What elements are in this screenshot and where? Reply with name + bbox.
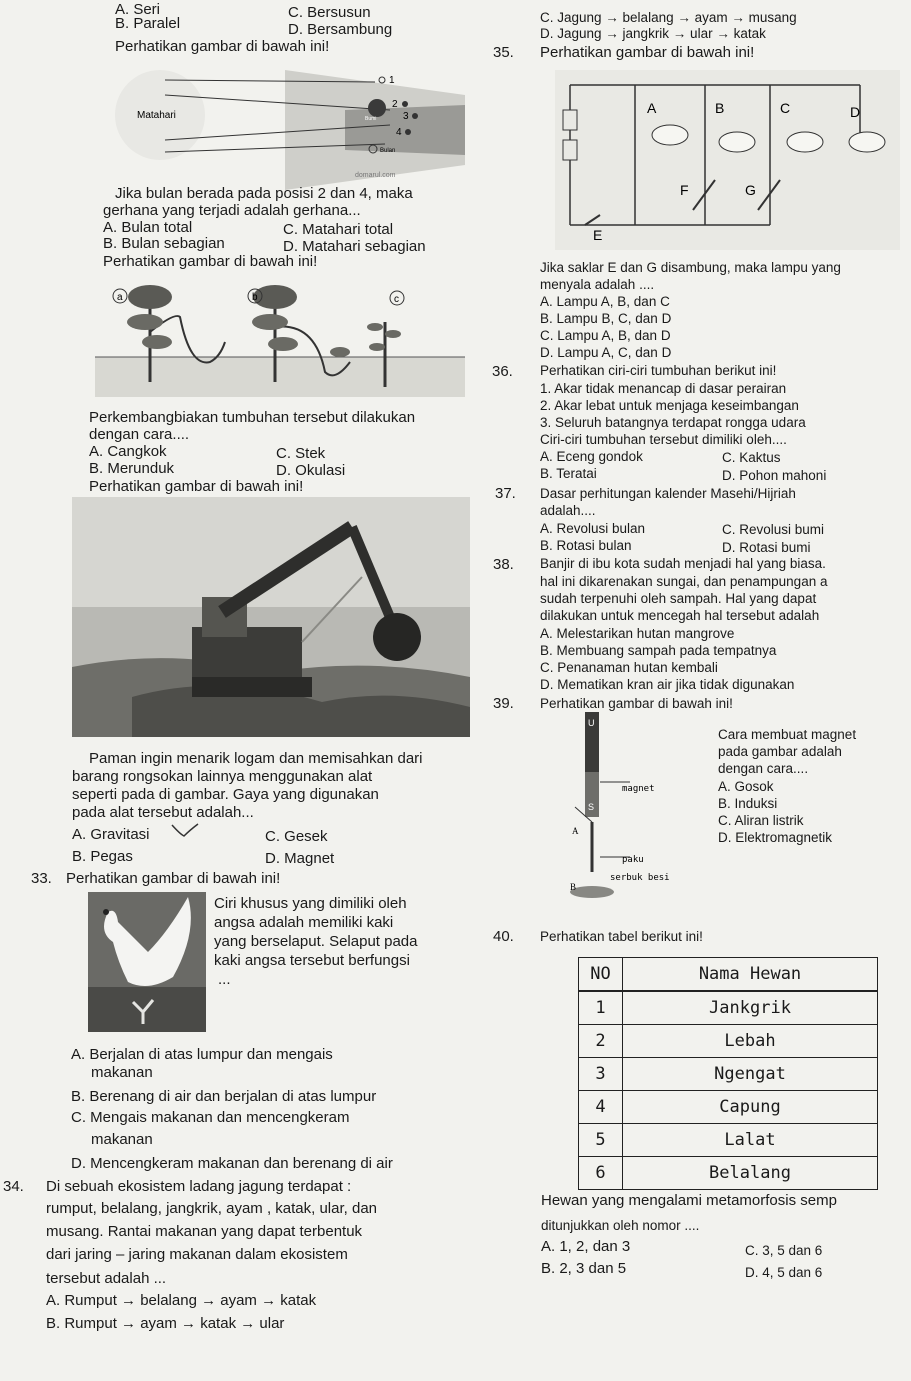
svg-text:F: F — [680, 182, 689, 198]
q33-number: 33. — [31, 870, 52, 887]
svg-text:4: 4 — [396, 127, 402, 138]
q38-option-a[interactable]: A. Melestarikan hutan mangrove — [540, 626, 735, 641]
table-row: 5 Lalat — [579, 1124, 878, 1157]
q34-stem-3: musang. Rantai makanan yang dapat terbentuk — [46, 1223, 363, 1240]
excavator-photo — [72, 497, 470, 737]
q34-stem-2: rumput, belalang, jangkrik, ayam , katak, ular, dan — [46, 1200, 378, 1217]
q38-stem-2: hal ini dikarenakan sungai, dan penampungan a — [540, 574, 828, 589]
prev-chain-option-c: C. Jagung → belalang → ayam → musang — [540, 10, 797, 25]
q38-stem-4: dilakukan untuk mencegah hal tersebut adalah — [540, 608, 820, 623]
q37-option-b[interactable]: B. Rotasi bulan — [540, 538, 632, 553]
q36-item-3: 3. Seluruh batangnya terdapat rongga udara — [540, 415, 806, 430]
q39-stem-3: dengan cara.... — [718, 761, 809, 776]
svg-text:U: U — [588, 718, 595, 728]
image-credit: domarul.com — [355, 172, 396, 179]
q39-option-a[interactable]: A. Gosok — [718, 779, 774, 794]
svg-text:1: 1 — [389, 75, 395, 86]
q36-prompt: Perhatikan ciri-ciri tumbuhan berikut ini! — [540, 363, 777, 378]
q38-option-b[interactable]: B. Membuang sampah pada tempatnya — [540, 643, 777, 658]
q36-number: 36. — [492, 363, 513, 380]
svg-text:c: c — [394, 294, 399, 305]
q33-option-a-cont: makanan — [91, 1064, 153, 1081]
pen-mark — [170, 822, 200, 838]
q33-option-b[interactable]: B. Berenang di air dan berjalan di atas lumpur — [71, 1088, 377, 1105]
q40-stem-1: Hewan yang mengalami metamorfosis semp — [541, 1192, 837, 1209]
plants-prompt: Perhatikan gambar di bawah ini! — [103, 253, 318, 270]
q35-prompt: Perhatikan gambar di bawah ini! — [540, 44, 755, 61]
svg-text:A: A — [572, 826, 579, 836]
q35-option-b[interactable]: B. Lampu B, C, dan D — [540, 311, 672, 326]
excavator-stem-3: seperti pada di gambar. Gaya yang digunakan — [72, 786, 379, 803]
q40-option-b[interactable]: B. 2, 3 dan 5 — [541, 1260, 627, 1277]
q35-option-a[interactable]: A. Lampu A, B, dan C — [540, 294, 670, 309]
q33-option-d[interactable]: D. Mencengkeram makanan dan berenang di air — [71, 1155, 393, 1172]
q33-option-c-cont: makanan — [91, 1131, 153, 1148]
q39-number: 39. — [493, 695, 514, 712]
svg-text:G: G — [745, 182, 756, 198]
q37-number: 37. — [495, 485, 516, 502]
q34-stem-5: tersebut adalah ... — [46, 1270, 167, 1287]
q33-stem-3: yang berselaput. Selaput pada — [214, 933, 418, 950]
q35-stem-1: Jika saklar E dan G disambung, maka lampu yang — [540, 260, 841, 275]
prev-chain-option-d: D. Jagung → jangkrik → ular → katak — [540, 26, 766, 41]
table-row: 2 Lebah — [579, 1025, 878, 1058]
prev-option-c: C. Bersusun — [288, 4, 371, 21]
table-row: 4 Capung — [579, 1091, 878, 1124]
q33-stem-5: ... — [218, 971, 231, 988]
q35-option-d[interactable]: D. Lampu A, C, dan D — [540, 345, 672, 360]
q33-stem-1: Ciri khusus yang dimiliki oleh — [214, 895, 407, 912]
q33-stem-2: angsa adalah memiliki kaki — [214, 914, 394, 931]
q39-prompt: Perhatikan gambar di bawah ini! — [540, 696, 733, 711]
plants-option-b[interactable]: B. Merunduk — [89, 460, 175, 477]
svg-text:b: b — [252, 292, 258, 303]
svg-text:S: S — [588, 802, 595, 812]
q37-option-a[interactable]: A. Revolusi bulan — [540, 521, 646, 536]
eclipse-option-a[interactable]: A. Bulan total — [103, 219, 193, 236]
earth-shape — [368, 99, 386, 117]
svg-text:B: B — [570, 882, 577, 892]
excavator-option-c[interactable]: C. Gesek — [265, 828, 328, 845]
q35-number: 35. — [493, 44, 514, 61]
svg-text:A: A — [647, 100, 657, 116]
q35-option-c[interactable]: C. Lampu A, B, dan D — [540, 328, 671, 343]
plants-option-a[interactable]: A. Cangkok — [89, 443, 167, 460]
q33-option-c[interactable]: C. Mengais makanan dan mencengkeram — [71, 1109, 350, 1126]
table-header-name: Nama Hewan — [623, 958, 878, 992]
q33-stem-4: kaki angsa tersebut berfungsi — [214, 952, 410, 969]
eclipse-option-d[interactable]: D. Matahari sebagian — [283, 238, 426, 255]
prev-option-b: B. Paralel — [115, 15, 181, 32]
circuit-diagram — [555, 70, 900, 250]
swan-photo — [88, 892, 206, 1032]
eclipse-option-c[interactable]: C. Matahari total — [283, 221, 394, 238]
eclipse-diagram — [115, 70, 465, 190]
table-row: 1 Jankgrik — [579, 991, 878, 1025]
q36-item-1: 1. Akar tidak menancap di dasar perairan — [540, 381, 787, 396]
plants-stem-2: dengan cara.... — [89, 426, 190, 443]
q38-option-d[interactable]: D. Mematikan kran air jika tidak digunakan — [540, 677, 795, 692]
q34-stem-1: Di sebuah ekosistem ladang jagung terdapat : — [46, 1178, 352, 1195]
q40-option-d[interactable]: D. 4, 5 dan 6 — [745, 1265, 823, 1280]
q38-number: 38. — [493, 556, 514, 573]
svg-text:B: B — [715, 100, 725, 116]
svg-text:2: 2 — [392, 99, 398, 110]
svg-text:D: D — [850, 104, 861, 120]
sun-label: Matahari — [137, 110, 176, 121]
q33-prompt: Perhatikan gambar di bawah ini! — [66, 870, 281, 887]
table-row: 6 Belalang — [579, 1157, 878, 1190]
svg-text:3: 3 — [403, 111, 409, 122]
q36-option-b[interactable]: B. Teratai — [540, 466, 597, 481]
q34-number: 34. — [3, 1178, 24, 1195]
q38-stem-3: sudah terpenuhi oleh sampah. Hal yang dapat — [540, 591, 817, 606]
q38-option-c[interactable]: C. Penanaman hutan kembali — [540, 660, 718, 675]
table-header-no: NO — [579, 958, 623, 992]
q37-option-c[interactable]: C. Revolusi bumi — [722, 522, 825, 537]
q40-option-c[interactable]: C. 3, 5 dan 6 — [745, 1243, 823, 1258]
table-row: 3 Ngengat — [579, 1058, 878, 1091]
excavator-option-b[interactable]: B. Pegas — [72, 848, 133, 865]
excavator-option-d[interactable]: D. Magnet — [265, 850, 335, 867]
q37-option-d[interactable]: D. Rotasi bumi — [722, 540, 811, 555]
excavator-stem-1: Paman ingin menarik logam dan memisahkan dari — [89, 750, 423, 767]
plants-stem-1: Perkembangbiakan tumbuhan tersebut dilakukan — [89, 409, 416, 426]
svg-text:magnet: magnet — [622, 784, 655, 794]
eclipse-option-b[interactable]: B. Bulan sebagian — [103, 235, 225, 252]
q39-option-d[interactable]: D. Elektromagnetik — [718, 830, 833, 845]
moon-label: Bulan — [380, 148, 396, 154]
q39-stem-1: Cara membuat magnet — [718, 727, 857, 742]
q37-stem-1: Dasar perhitungan kalender Masehi/Hijriah — [540, 486, 796, 501]
svg-text:a: a — [117, 292, 123, 303]
plant-propagation-figure — [95, 272, 465, 397]
q39-option-c[interactable]: C. Aliran listrik — [718, 813, 804, 828]
excavator-prompt: Perhatikan gambar di bawah ini! — [89, 478, 304, 495]
q33-option-a[interactable]: A. Berjalan di atas lumpur dan mengais — [71, 1046, 333, 1063]
plants-option-d[interactable]: D. Okulasi — [276, 462, 346, 479]
eclipse-stem-1: Jika bulan berada pada posisi 2 dan 4, maka — [115, 185, 413, 202]
excavator-stem-2: barang rongsokan lainnya menggunakan alat — [72, 768, 373, 785]
q36-option-c[interactable]: C. Kaktus — [722, 450, 781, 465]
q39-stem-2: pada gambar adalah — [718, 744, 842, 759]
svg-text:paku: paku — [622, 855, 644, 865]
prev-option-a: A. Seri — [115, 1, 161, 18]
q39-option-b[interactable]: B. Induksi — [718, 796, 778, 811]
q36-stem: Ciri-ciri tumbuhan tersebut dimiliki oleh.... — [540, 432, 787, 447]
prev-option-d: D. Bersambung — [288, 21, 393, 38]
q36-option-d[interactable]: D. Pohon mahoni — [722, 468, 827, 483]
excavator-stem-4: pada alat tersebut adalah... — [72, 804, 254, 821]
q40-prompt: Perhatikan tabel berikut ini! — [540, 929, 703, 944]
excavator-option-a[interactable]: A. Gravitasi — [72, 826, 150, 843]
table-header-row — [579, 958, 878, 992]
q34-option-b[interactable]: B. Rumput → ayam → katak → ular — [46, 1315, 285, 1332]
q40-number: 40. — [493, 928, 514, 945]
q38-stem-1: Banjir di ibu kota sudah menjadi hal yang biasa. — [540, 556, 826, 571]
q36-item-2: 2. Akar lebat untuk menjaga keseimbangan — [540, 398, 799, 413]
svg-text:C: C — [780, 100, 791, 116]
q36-option-a[interactable]: A. Eceng gondok — [540, 449, 643, 464]
q40-option-a[interactable]: A. 1, 2, dan 3 — [541, 1238, 631, 1255]
earth-label: Bumi — [365, 116, 377, 122]
magnet-diagram — [560, 712, 710, 902]
q37-stem-2: adalah.... — [540, 503, 596, 518]
plants-option-c[interactable]: C. Stek — [276, 445, 326, 462]
q40-stem-2: ditunjukkan oleh nomor .... — [541, 1218, 700, 1233]
q34-option-a[interactable]: A. Rumput → belalang → ayam → katak — [46, 1292, 317, 1309]
svg-text:serbuk besi: serbuk besi — [610, 873, 670, 883]
eclipse-prompt: Perhatikan gambar di bawah ini! — [115, 38, 330, 55]
animals-table — [578, 957, 878, 1190]
q35-stem-2: menyala adalah .... — [540, 277, 655, 292]
svg-text:E: E — [593, 227, 603, 243]
eclipse-stem-2: gerhana yang terjadi adalah gerhana... — [103, 202, 361, 219]
q34-stem-4: dari jaring – jaring makanan dalam ekosistem — [46, 1246, 348, 1263]
